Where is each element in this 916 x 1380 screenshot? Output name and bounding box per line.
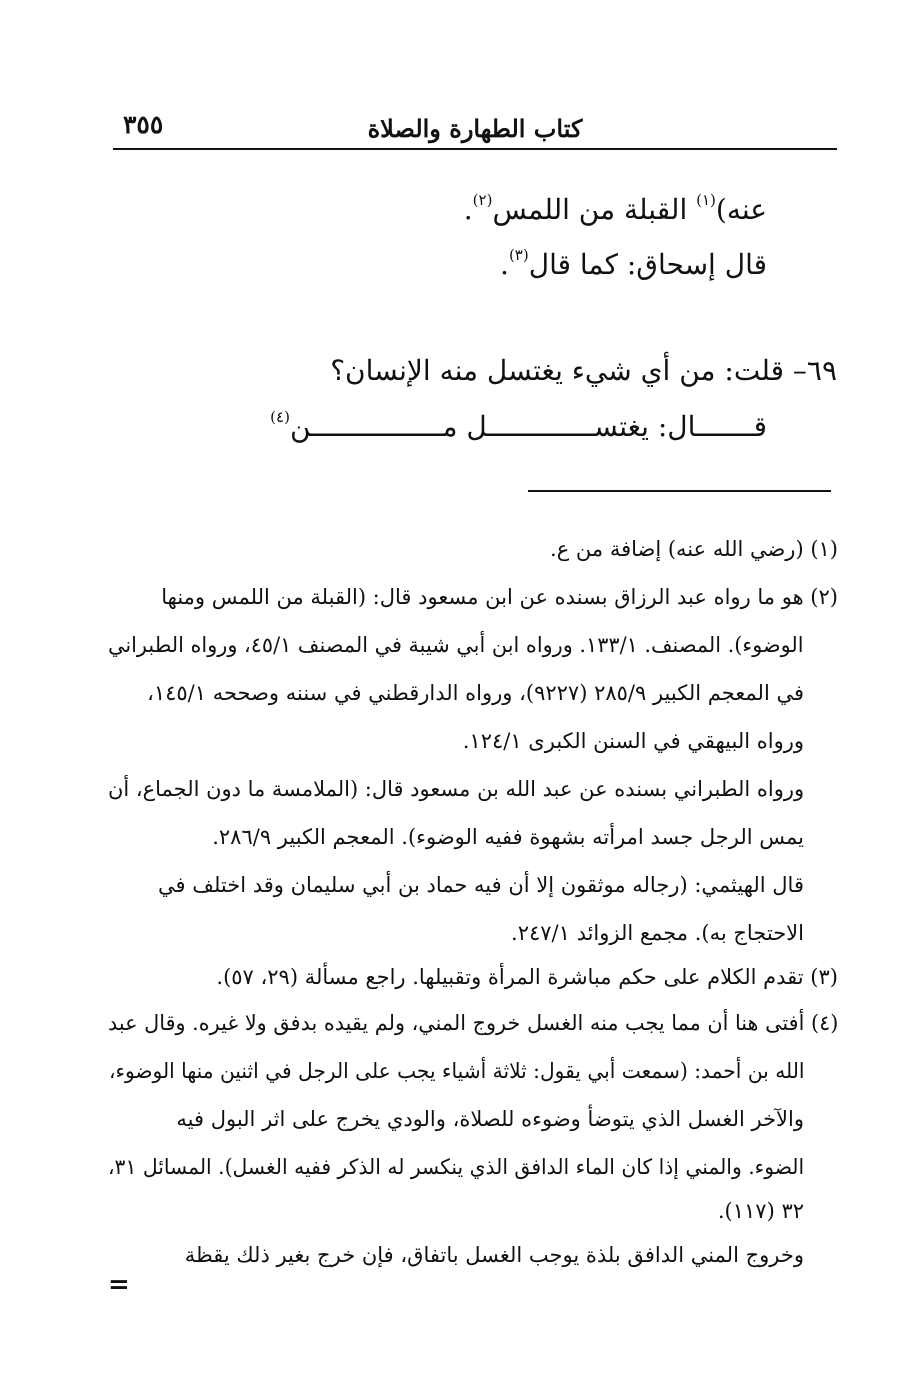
text-segment: .	[463, 193, 473, 226]
footnote-line: (٤) أفتى هنا أن مما يجب منه الغسل خروج المني، ولم يقيده بدفق ولا غيره. وقال عبد	[107, 1011, 838, 1035]
footnote-line: قال الهيثمي: (رجاله موثقون إلا أن فيه حماد بن أبي سليمان وقد اختلف في	[157, 873, 804, 897]
footnote-line: في المعجم الكبير ٢٨٥/٩ (٩٢٢٧)، ورواه الدارقطني في سننه وصححه ١٤٥/١،	[147, 681, 804, 705]
footnote-line: ورواه البيهقي في السنن الكبرى ١٢٤/١.	[462, 729, 804, 753]
footnote-line: (٢) هو ما رواه عبد الرزاق بسنده عن ابن مسعود قال: (القبلة من اللمس ومنها	[161, 585, 838, 609]
footnote-line: والآخر الغسل الذي يتوضأ وضوءه للصلاة، والودي يخرج على اثر البول فيه	[176, 1107, 804, 1131]
footnote-line: الاحتجاج به). مجمع الزوائد ٢٤٧/١.	[511, 921, 804, 945]
footnote-line: يمس الرجل جسد امرأته بشهوة ففيه الوضوء). المعجم الكبير ٢٨٦/٩.	[212, 825, 804, 849]
footnote-line: ٣٢ (١١٧).	[717, 1199, 804, 1223]
footnote-ref-3: (٣)	[508, 245, 529, 264]
text-segment: القبلة من اللمس	[492, 193, 697, 226]
footnote-ref-1: (١)	[696, 190, 716, 209]
continuation-mark: =	[108, 1270, 130, 1300]
footnote-line: (٣) تقدم الكلام على حكم مباشرة المرأة وتقبيلها. راجع مسألة (٢٩، ٥٧).	[216, 965, 838, 989]
footnote-line: الوضوء). المصنف. ١٣٣/١. ورواه ابن أبي شيبة في المصنف ٤٥/١، ورواه الطبراني	[108, 633, 804, 657]
footnote-line: (١) (رضي الله عنه) إضافة من ع.	[550, 537, 838, 561]
page-number: ٣٥٥	[123, 110, 164, 139]
footnote-separator	[528, 490, 831, 492]
book-title: كتاب الطهارة والصلاة	[367, 114, 583, 143]
footnote-line: ورواه الطبراني بسنده عن عبد الله بن مسعود قال: (الملامسة ما دون الجماع، أن	[107, 777, 804, 801]
text-line-2	[500, 245, 767, 281]
text-segment: قـــــــال: يغتســـــــــــــل مــــــــــــــــن	[289, 410, 767, 443]
footnote-ref-4: (٤)	[270, 407, 290, 426]
footnote-line: وخروج المني الدافق بلذة يوجب الغسل باتفاق، فإن خرج بغير ذلك يقظة	[184, 1243, 804, 1267]
footnote-ref-2: (٢)	[472, 190, 493, 209]
text-segment: .	[500, 248, 509, 281]
text-segment: قال إسحاق: كما قال	[528, 248, 767, 281]
footnote-line: الله بن أحمد: (سمعت أبي يقول: ثلاثة أشياء يجب على الرجل في اثنين منها الوضوء،	[108, 1059, 804, 1083]
footnote-line: الضوء. والمني إذا كان الماء الدافق الذي ينكسر له الذكر ففيه الغسل). المسائل ٣١،	[107, 1155, 804, 1179]
answer-69	[270, 407, 767, 443]
question-69: ٦٩– قلت: من أي شيء يغتسل منه الإنسان؟	[330, 354, 837, 387]
text-segment: عنه)	[715, 193, 767, 226]
text-line-1	[463, 190, 767, 226]
main-text	[113, 0, 837, 480]
